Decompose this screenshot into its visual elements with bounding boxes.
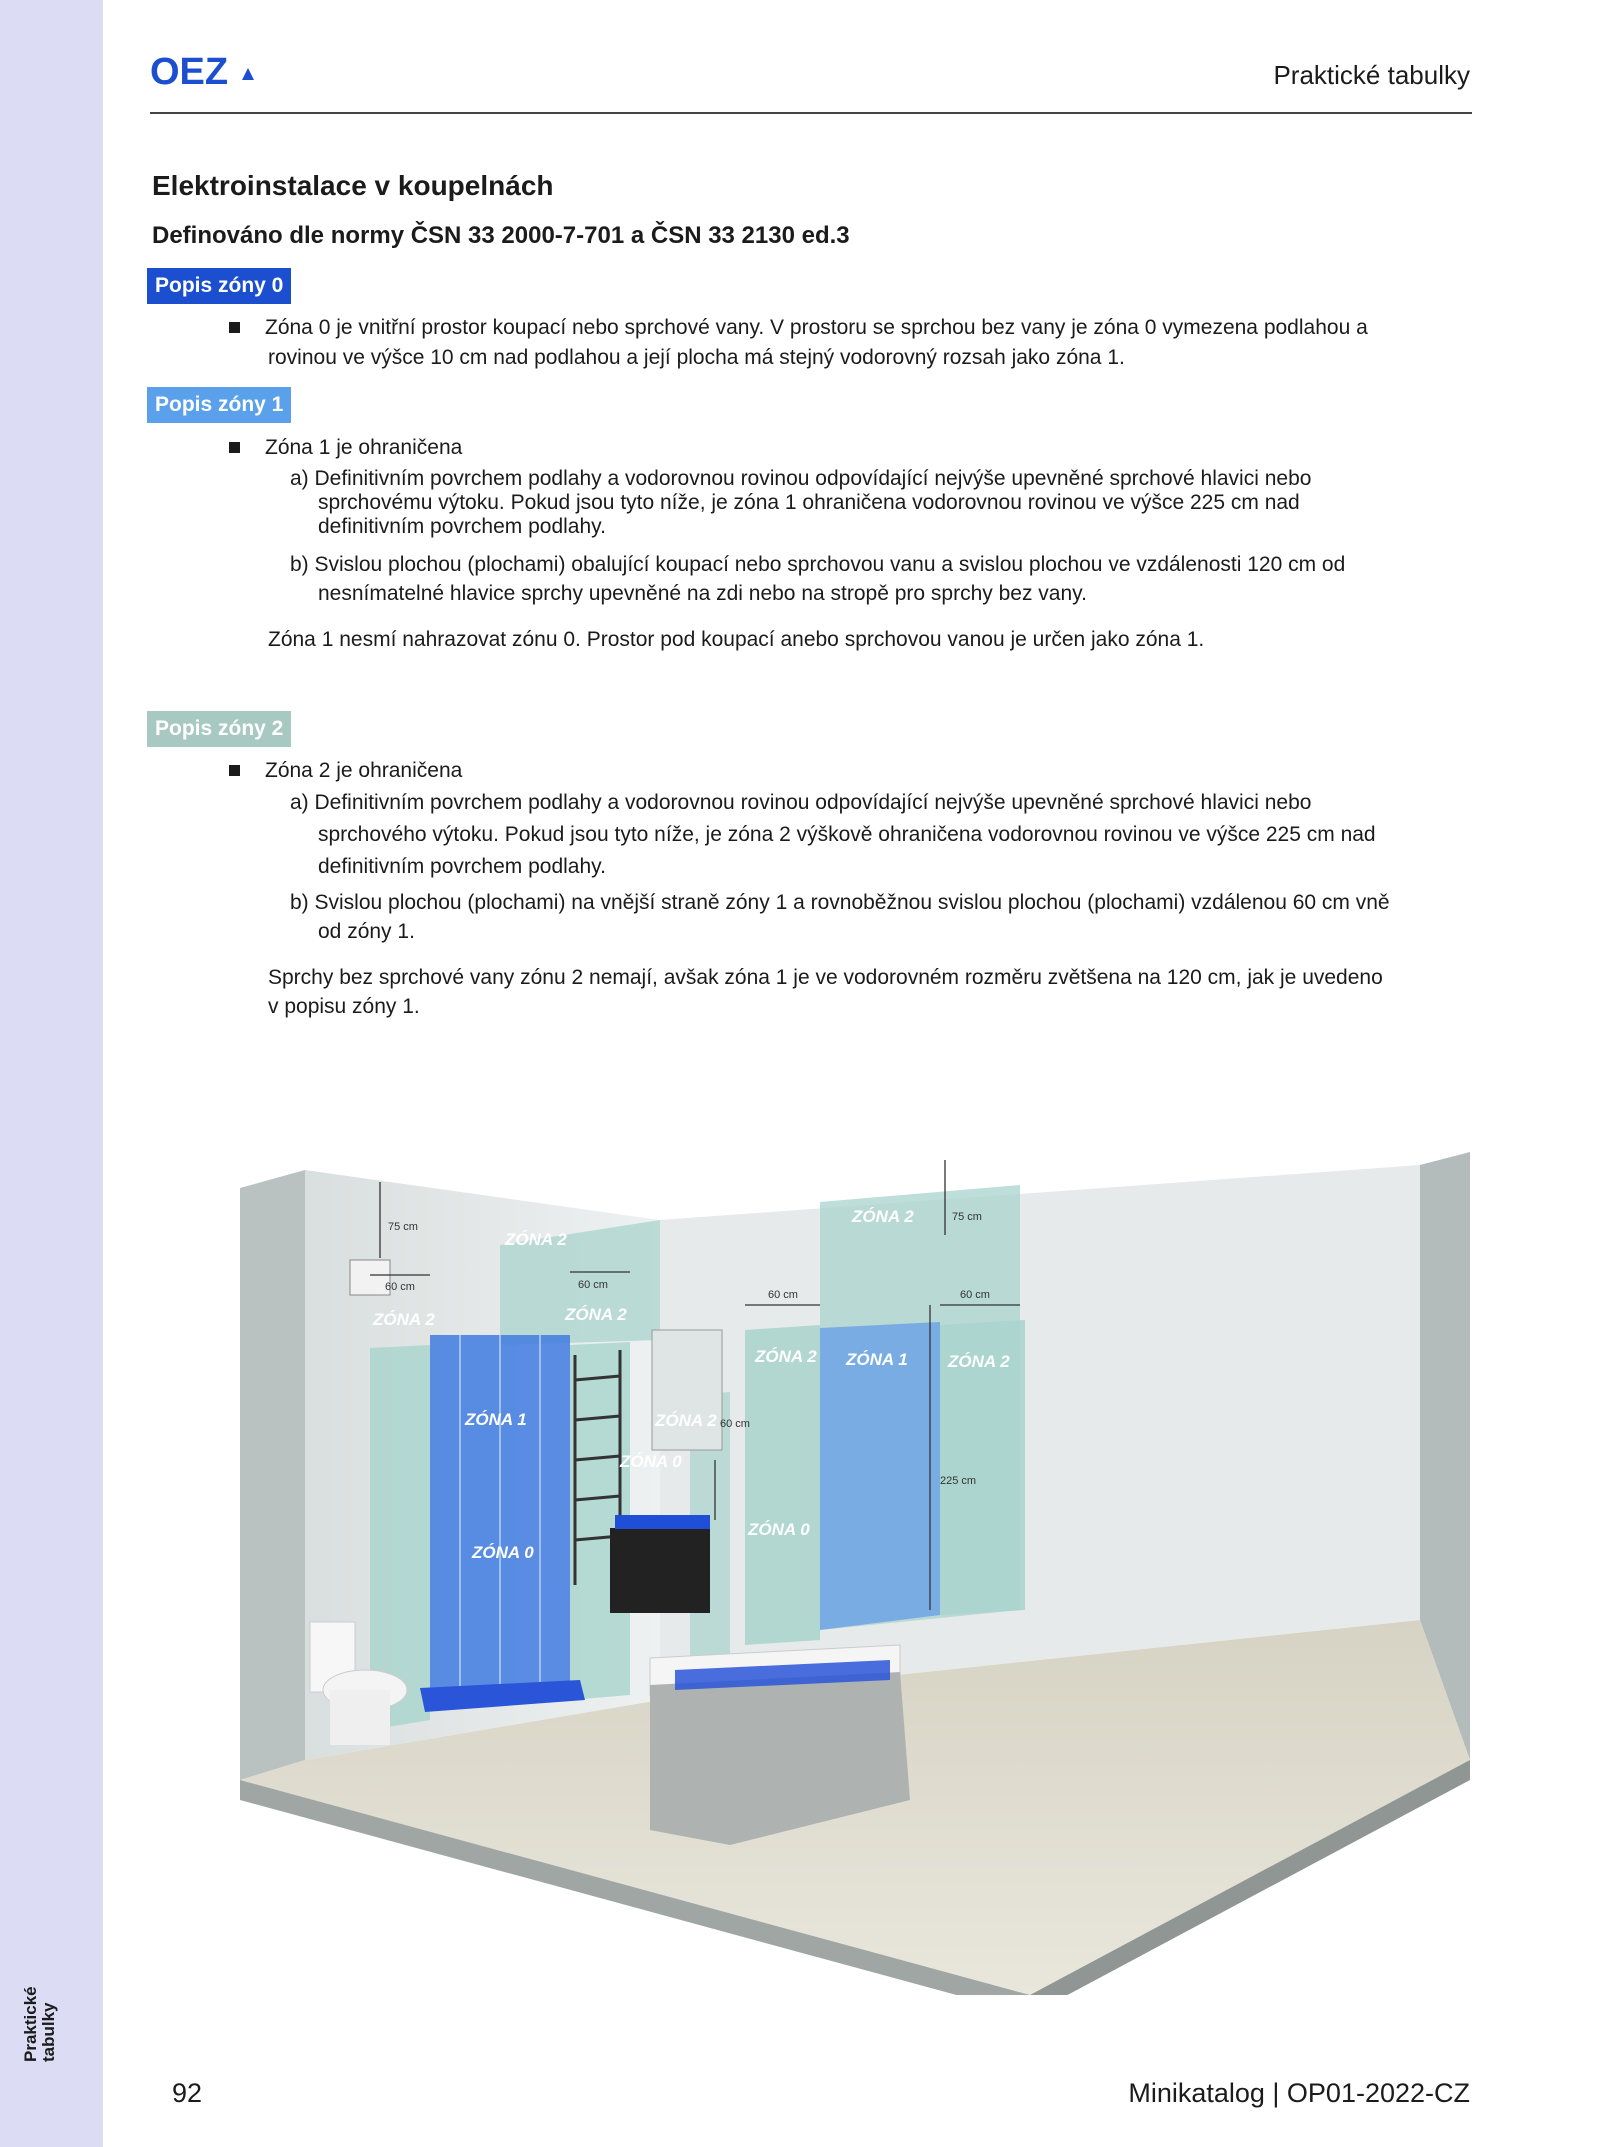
sink-cabinet-icon — [610, 1528, 710, 1613]
dim-60-sink: 60 cm — [720, 1418, 750, 1430]
header-title: Praktické tabulky — [1273, 60, 1470, 90]
zone2-bullet-text: Zóna 2 je ohraničena — [265, 759, 463, 782]
zone1-item-b-line1: b) Svislou plochou (plochami) obalující koupací nebo sprchovou vanu a svislou plochou ve vzdálenosti 120 cm od — [290, 553, 1346, 576]
sidebar-label-line2: tabulky — [39, 2002, 58, 2062]
zone1-item-b-line2: nesnímatelné hlavice sprchy upevněné na zdi nebo na stropě pro sprchy bez vany. — [318, 582, 1087, 605]
zone0-label-sink: ZÓNA 0 — [620, 1452, 682, 1471]
zone2-label: Popis zóny 2 — [147, 711, 291, 747]
zone2-label-top-right: ZÓNA 2 — [852, 1207, 914, 1226]
zone2-item-a-line3: definitivním povrchem podlahy. — [318, 855, 606, 878]
zone2-label-left: ZÓNA 2 — [373, 1310, 435, 1329]
sidebar — [0, 0, 103, 2147]
zone2-item-b-line1: b) Svislou plochou (plochami) na vnější straně zóny 1 a rovnoběžnou svislou plochou (plochami) vzdálenou 60 cm vně — [290, 891, 1390, 914]
zone1-label-shower: ZÓNA 1 — [465, 1410, 527, 1429]
dim-60-shower: 60 cm — [578, 1279, 608, 1291]
zone0-label-shower: ZÓNA 0 — [472, 1543, 534, 1562]
zone1-bullet-text: Zóna 1 je ohraničena — [265, 436, 463, 459]
dim-60-bath-left: 60 cm — [768, 1289, 798, 1301]
oez-logo — [150, 50, 270, 92]
dim-225: 225 cm — [940, 1475, 977, 1487]
zone0-label: Popis zóny 0 — [147, 268, 291, 304]
zone0-bullet-text-cont: rovinou ve výšce 10 cm nad podlahou a její plocha má stejný vodorovný rozsah jako zóna 1. — [268, 346, 1125, 369]
zone2-label-top-left: ZÓNA 2 — [505, 1230, 567, 1249]
zone1-item-a-line1: a) Definitivním povrchem podlahy a vodorovnou rovinou odpovídající nejvýše upevněné sprchové hlavici nebo — [290, 467, 1312, 490]
zone1-note: Zóna 1 nesmí nahrazovat zónu 0. Prostor pod koupací anebo sprchovou vanou je určen jako zóna 1. — [268, 628, 1205, 651]
dim-60-left: 60 cm — [385, 1281, 415, 1293]
sidebar-label-line1: Praktické — [21, 1986, 40, 2062]
zone1-label-bath: ZÓNA 1 — [846, 1350, 908, 1369]
zone2-label-bath-left: ZÓNA 2 — [755, 1347, 817, 1366]
logo-triangle-icon — [242, 68, 254, 80]
logo-text: OEZ — [150, 51, 229, 92]
ventilator-icon — [350, 1260, 390, 1295]
zone2-label-sink: ZÓNA 2 — [655, 1411, 717, 1430]
zone0-sink-strip — [615, 1515, 710, 1529]
dim-75-left: 75 cm — [388, 1221, 418, 1233]
zone2-label-bath-right: ZÓNA 2 — [948, 1352, 1010, 1371]
bathroom-zones-illustration — [210, 1140, 1500, 1995]
zone2-label-shower-right: ZÓNA 2 — [565, 1305, 627, 1324]
left-wall-edge — [240, 1170, 305, 1780]
zone0-label-bath: ZÓNA 0 — [748, 1520, 810, 1539]
zone1-item-a-line2: sprchovému výtoku. Pokud jsou tyto níže, je zóna 1 ohraničena vodorovnou rovinou ve výšce 225 cm nad — [318, 491, 1300, 514]
zone2-note-line1: Sprchy bez sprchové vany zónu 2 nemají, avšak zóna 1 je ve vodorovném rozměru zvětšena na 120 cm, jak je uvedeno — [268, 966, 1383, 989]
dim-60-bath-right: 60 cm — [960, 1289, 990, 1301]
header-divider — [150, 112, 1472, 114]
zone2-note-line2: v popisu zóny 1. — [268, 995, 420, 1018]
page-subtitle: Definováno dle normy ČSN 33 2000-7-701 a ČSN 33 2130 ed.3 — [152, 222, 850, 249]
zone2-item-a-line1: a) Definitivním povrchem podlahy a vodorovnou rovinou odpovídající nejvýše upevněné sprchové hlavici nebo — [290, 791, 1312, 814]
zone0-bullet-text: Zóna 0 je vnitřní prostor koupací nebo sprchové vany. V prostoru se sprchou bez vany je zóna 0 vymezena podlahou a — [265, 316, 1368, 339]
zone2-item-b-line2: od zóny 1. — [318, 920, 415, 943]
bullet-icon — [229, 765, 240, 776]
page-title: Elektroinstalace v koupelnách — [152, 170, 554, 201]
sidebar-label — [22, 1987, 58, 2062]
page-number: 92 — [172, 2078, 203, 2108]
zone2-area-bath-left — [745, 1325, 820, 1645]
zone1-item-a-line3: definitivním povrchem podlahy. — [318, 515, 606, 538]
bullet-icon — [229, 442, 240, 453]
catalog-id: Minikatalog | OP01-2022-CZ — [1128, 2078, 1470, 2108]
zone2-item-a-line2: sprchového výtoku. Pokud jsou tyto níže, je zóna 2 výškově ohraničena vodorovnou rovinou ve výšce 225 cm nad — [318, 823, 1376, 846]
mirror-icon — [652, 1330, 722, 1450]
zone1-label: Popis zóny 1 — [147, 387, 291, 423]
bullet-icon — [229, 322, 240, 333]
dim-75-right: 75 cm — [952, 1211, 982, 1223]
